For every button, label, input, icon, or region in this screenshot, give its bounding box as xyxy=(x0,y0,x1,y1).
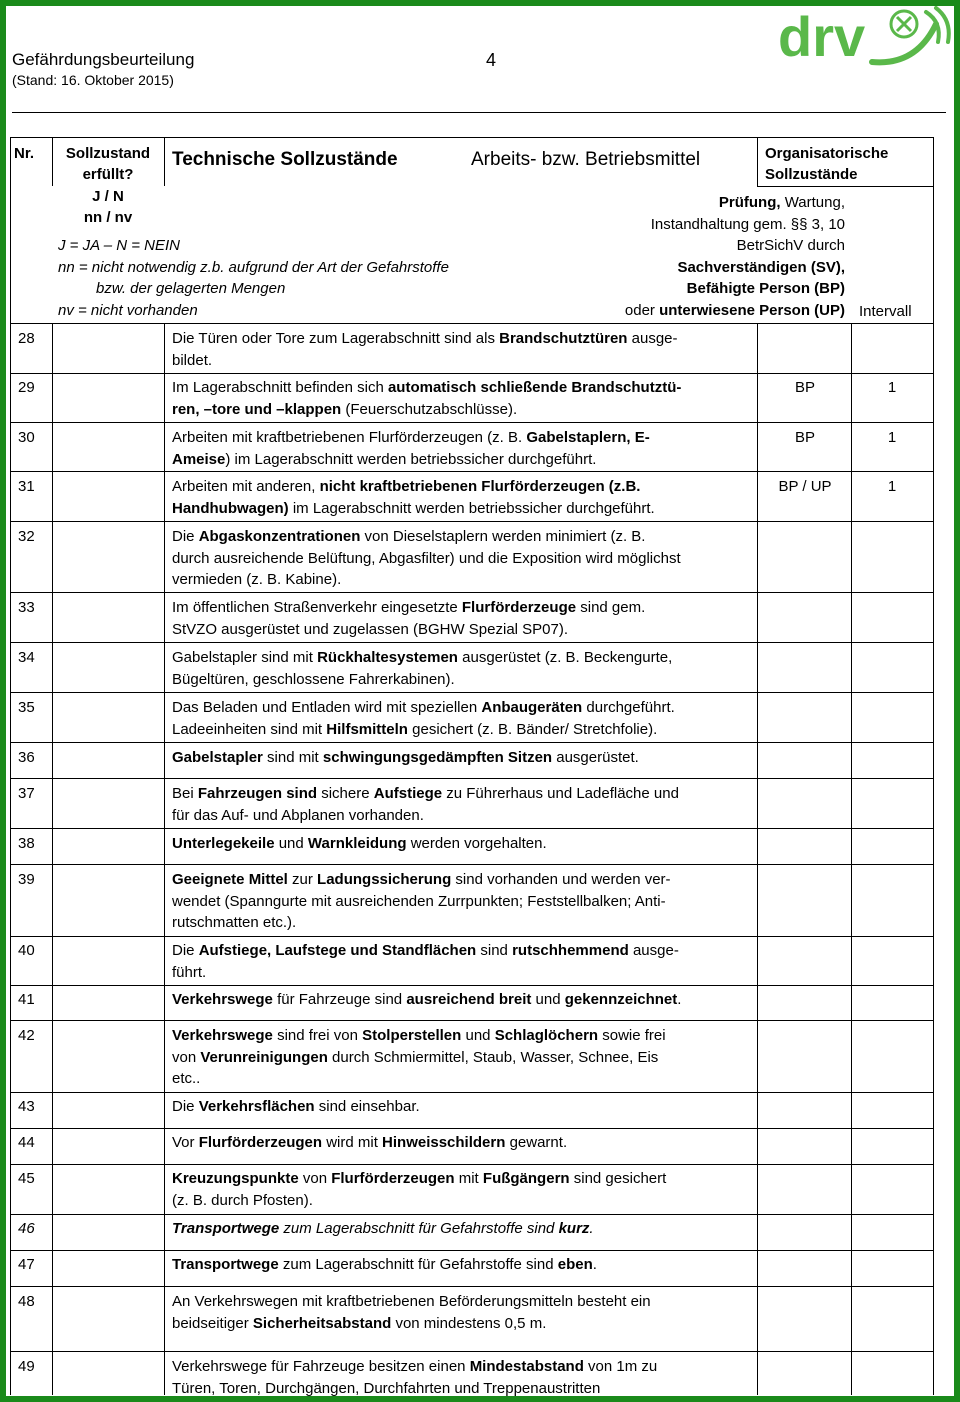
row-text: Gabelstapler sind mit Rückhaltesystemen ausgerüstet (z. B. Beckengurte, Bügeltüren, geschlossene Fahrerkabinen). xyxy=(172,649,673,688)
row-number: 42 xyxy=(18,1027,35,1044)
pruef-line-5: Befähigte Person (BP) xyxy=(686,280,845,297)
row-number: 46 xyxy=(18,1220,35,1237)
document-title: Gefährdungsbeurteilung xyxy=(12,50,195,69)
row-number: 29 xyxy=(18,379,35,396)
row-intervall: 1 xyxy=(887,429,897,446)
row-number: 33 xyxy=(18,599,35,616)
legend-line-1: J = JA – N = NEIN xyxy=(58,237,180,254)
row-text: Vor Flurförderzeugen wird mit Hinweisschildern gewarnt. xyxy=(172,1134,568,1151)
row-person: BP xyxy=(794,429,815,446)
row-text: Geeignete Mittel zur Ladungssicherung sind vorhanden und werden ver- wendet (Spanngurte mit ausreichenden Zurrpunkten; Feststellbalken; Anti- rutschmatten etc.). xyxy=(172,871,671,931)
col-soll-header-1: Sollzustand xyxy=(65,145,151,162)
row-text: Die Abgaskonzentrationen von Dieselstaplern werden minimiert (z. B. durch ausreichende Belüftung, Abgasfilter) und die Exposition wird möglichst vermieden (z. B. Kabine). xyxy=(172,528,681,588)
row-text: Arbeiten mit anderen, nicht kraftbetriebenen Flurförderzeugen (z.B. Handhubwagen) im Lagerabschnitt werden betriebssicher durchgeführt. xyxy=(172,478,655,517)
row-intervall: 1 xyxy=(887,379,897,396)
drv-logo xyxy=(776,6,952,76)
row-text: Verkehrswege für Fahrzeuge sind ausreichend breit und gekennzeichnet. xyxy=(172,991,682,1008)
row-text: Verkehrswege für Fahrzeuge besitzen einen Mindestabstand von 1m zu Türen, Toren, Durchgängen, Durchfahrten und Treppenaustritten xyxy=(172,1358,658,1397)
row-number: 44 xyxy=(18,1134,35,1151)
document-date: (Stand: 16. Oktober 2015) xyxy=(12,72,174,88)
col-arbeit-header: Arbeits- bzw. Betriebsmittel xyxy=(471,149,701,170)
row-text: Die Verkehrsflächen sind einsehbar. xyxy=(172,1098,420,1115)
pruef-line-2: Instandhaltung gem. §§ 3, 10 xyxy=(650,216,845,233)
row-person: BP xyxy=(794,379,815,396)
row-number: 48 xyxy=(18,1293,35,1310)
row-number: 36 xyxy=(18,749,35,766)
legend-line-4: nv = nicht vorhanden xyxy=(58,302,198,319)
row-number: 32 xyxy=(18,528,35,545)
row-person: BP / UP xyxy=(778,478,832,495)
row-number: 41 xyxy=(18,991,35,1008)
row-number: 38 xyxy=(18,835,35,852)
col-soll-header-2: erfüllt? xyxy=(82,166,134,183)
col-intervall-header: Intervall xyxy=(859,303,912,320)
row-number: 45 xyxy=(18,1170,35,1187)
row-text: Im Lagerabschnitt befinden sich automatisch schließende Brandschutztü- ren, –tore und –klappen (Feuerschutzabschlüsse). xyxy=(172,379,682,418)
col-nr-header: Nr. xyxy=(14,145,35,162)
row-number: 47 xyxy=(18,1256,35,1273)
header-divider xyxy=(12,112,946,113)
pruef-line-1: Prüfung, Wartung, xyxy=(718,194,845,211)
pruef-line-6: oder unterwiesene Person (UP) xyxy=(624,302,845,319)
logo-text: drv xyxy=(778,6,866,68)
pruef-line-3: BetrSichV durch xyxy=(736,237,845,254)
row-text: Die Aufstiege, Laufstege und Standflächen sind rutschhemmend ausge- führt. xyxy=(172,942,679,981)
row-text: Kreuzungspunkte von Flurförderzeugen mit Fußgängern sind gesichert (z. B. durch Pfosten). xyxy=(172,1170,667,1209)
row-intervall: 1 xyxy=(887,478,897,495)
legend-line-2: nn = nicht notwendig z.b. aufgrund der Art der Gefahrstoffe xyxy=(58,259,449,276)
row-text: Im öffentlichen Straßenverkehr eingesetzte Flurförderzeuge sind gem. StVZO ausgerüstet und zugelassen (BGHW Spezial SP07). xyxy=(172,599,646,638)
row-text: Unterlegekeile und Warnkleidung werden vorgehalten. xyxy=(172,835,547,852)
col-soll-header-3: J / N xyxy=(92,188,124,205)
row-number: 40 xyxy=(18,942,35,959)
row-number: 30 xyxy=(18,429,35,446)
row-text: Transportwege zum Lagerabschnitt für Gefahrstoffe sind eben. xyxy=(172,1256,597,1273)
legend-line-3: bzw. der gelagerten Mengen xyxy=(96,280,286,297)
row-text: Verkehrswege sind frei von Stolperstellen und Schlaglöchern sowie frei von Verunreinigungen durch Schmiermittel, Staub, Wasser, Schnee, Eis etc.. xyxy=(172,1027,666,1087)
col-soll-header-4: nn / nv xyxy=(83,209,133,226)
row-text: Transportwege zum Lagerabschnitt für Gefahrstoffe sind kurz. xyxy=(172,1220,594,1237)
row-number: 49 xyxy=(18,1358,35,1375)
row-text: Die Türen oder Tore zum Lagerabschnitt sind als Brandschutztüren ausge- bildet. xyxy=(172,330,678,369)
row-number: 31 xyxy=(18,478,35,495)
row-text: Gabelstapler sind mit schwingungsgedämpften Sitzen ausgerüstet. xyxy=(172,749,639,766)
col-tech-header: Technische Sollzustände xyxy=(172,149,398,170)
col-org-header-2: Sollzustände xyxy=(765,166,858,183)
row-number: 43 xyxy=(18,1098,35,1115)
row-number: 34 xyxy=(18,649,35,666)
row-text: An Verkehrswegen mit kraftbetriebenen Beförderungsmitteln besteht ein beidseitiger Sicherheitsabstand von mindestens 0,5 m. xyxy=(172,1293,651,1332)
row-number: 28 xyxy=(18,330,35,347)
row-text: Arbeiten mit kraftbetriebenen Flurförderzeugen (z. B. Gabelstaplern, E- Ameise) im Lagerabschnitt werden betriebssicher durchgeführt. xyxy=(172,429,650,468)
row-number: 37 xyxy=(18,785,35,802)
row-number: 35 xyxy=(18,699,35,716)
row-text: Das Beladen und Entladen wird mit speziellen Anbaugeräten durchgeführt. Ladeeinheiten sind mit Hilfsmitteln gesichert (z. B. Bänder/ Stretchfolie). xyxy=(172,699,675,738)
row-number: 39 xyxy=(18,871,35,888)
pruef-line-4: Sachverständigen (SV), xyxy=(677,259,845,276)
row-text: Bei Fahrzeugen sind sichere Aufstiege zu Führerhaus und Ladefläche und für das Auf- und Abplanen vorhanden. xyxy=(172,785,679,824)
page-number: 4 xyxy=(486,50,497,70)
col-org-header-1: Organisatorische xyxy=(765,145,889,162)
